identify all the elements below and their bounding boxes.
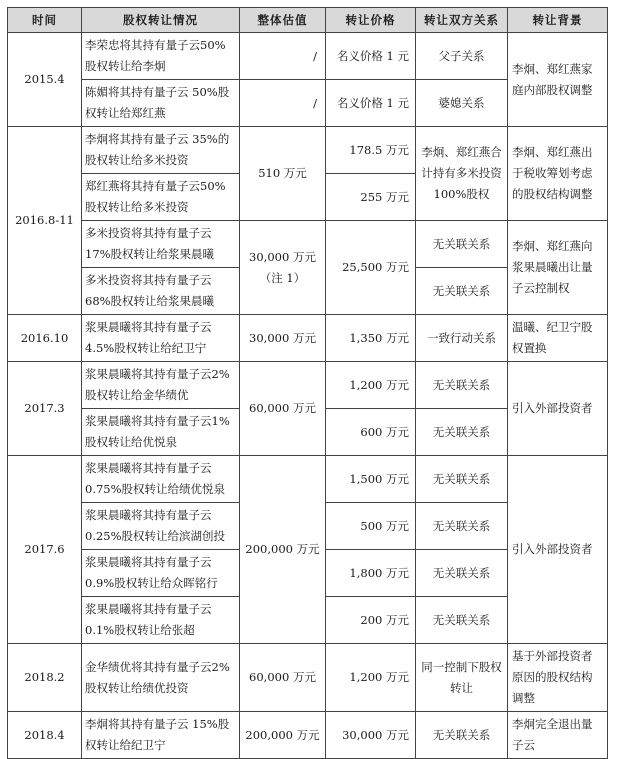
cell-price: 1,500 万元 [326,456,416,503]
cell-desc: 多米投资将其持有量子云17%股权转让给浆果晨曦 [82,221,240,268]
cell-background: 引入外部投资者 [508,456,608,644]
cell-price: 200 万元 [326,597,416,644]
cell-relation: 无关联关系 [416,409,508,456]
header-time: 时间 [8,8,82,33]
cell-time: 2016.10 [8,315,82,362]
cell-background: 李炯、郑红燕出于税收筹划考虑的股权结构调整 [508,127,608,221]
table-row [8,221,608,268]
cell-price: 1,800 万元 [326,550,416,597]
cell-relation: 婆媳关系 [416,80,508,127]
table-row [8,362,608,409]
cell-price: 30,000 万元 [326,712,416,759]
cell-desc: 浆果晨曦将其持有量子云4.5%股权转让给纪卫宁 [82,315,240,362]
cell-valuation: / [240,80,326,127]
cell-background: 温曦、纪卫宁股权置换 [508,315,608,362]
cell-desc: 浆果晨曦将其持有量子云0.75%股权转让给绩优悦泉 [82,456,240,503]
cell-time: 2017.6 [8,456,82,644]
cell-relation: 李炯、郑红燕合计持有多米投资 100%股权 [416,127,508,221]
cell-desc: 浆果晨曦将其持有量子云0.25%股权转让给滨湖创投 [82,503,240,550]
cell-valuation: 200,000 万元 [240,712,326,759]
cell-desc: 陈媚将其持有量子云 50%股权转让给郑红燕 [82,80,240,127]
cell-relation: 无关联关系 [416,456,508,503]
cell-desc: 李炯将其持有量子云 35%的股权转让给多米投资 [82,127,240,174]
cell-valuation: 510 万元 [240,127,326,221]
cell-desc: 浆果晨曦将其持有量子云2%股权转让给金华绩优 [82,362,240,409]
cell-desc: 浆果晨曦将其持有量子云0.1%股权转让给张超 [82,597,240,644]
cell-valuation: 30,000 万元 [240,315,326,362]
cell-desc: 金华绩优将其持有量子云2%股权转让给绩优投资 [82,644,240,712]
cell-relation: 无关联关系 [416,550,508,597]
cell-background: 李炯完全退出量子云 [508,712,608,759]
table-row [8,456,608,503]
cell-price: 500 万元 [326,503,416,550]
header-row [8,8,608,33]
table-row [8,315,608,362]
cell-relation: 无关联关系 [416,712,508,759]
cell-desc: 李炯将其持有量子云 15%股权转让给纪卫宁 [82,712,240,759]
cell-valuation: 30,000 万元（注 1） [240,221,326,315]
cell-price: 255 万元 [326,174,416,221]
cell-price: 1,350 万元 [326,315,416,362]
cell-relation: 一致行动关系 [416,315,508,362]
cell-relation: 无关联关系 [416,221,508,268]
cell-relation: 无关联关系 [416,362,508,409]
equity-transfer-table [7,7,608,759]
cell-background: 引入外部投资者 [508,362,608,456]
cell-desc: 多米投资将其持有量子云68%股权转让给浆果晨曦 [82,268,240,315]
table-row [8,712,608,759]
cell-background: 李炯、郑红燕家庭内部股权调整 [508,33,608,127]
cell-desc: 郑红燕将其持有量子云50%股权转让给多米投资 [82,174,240,221]
cell-price: 名义价格 1 元 [326,80,416,127]
cell-background: 李炯、郑红燕向浆果晨曦出让量子云控制权 [508,221,608,315]
equity-transfer-table-container [7,7,608,759]
cell-relation: 无关联关系 [416,503,508,550]
header-transfer-detail: 股权转让情况 [82,8,240,33]
cell-time: 2015.4 [8,33,82,127]
cell-valuation: 60,000 万元 [240,362,326,456]
cell-time: 2018.4 [8,712,82,759]
header-price: 转让价格 [326,8,416,33]
header-valuation: 整体估值 [240,8,326,33]
header-background: 转让背景 [508,8,608,33]
cell-price: 1,200 万元 [326,644,416,712]
cell-desc: 浆果晨曦将其持有量子云0.9%股权转让给众晖铭行 [82,550,240,597]
cell-background: 基于外部投资者原因的股权结构调整 [508,644,608,712]
cell-relation: 无关联关系 [416,268,508,315]
cell-time: 2018.2 [8,644,82,712]
cell-price: 1,200 万元 [326,362,416,409]
cell-relation: 同一控制下股权转让 [416,644,508,712]
cell-time: 2017.3 [8,362,82,456]
cell-desc: 李荣忠将其持有量子云50%股权转让给李炯 [82,33,240,80]
cell-time: 2016.8-11 [8,127,82,315]
cell-relation: 父子关系 [416,33,508,80]
header-relation: 转让双方关系 [416,8,508,33]
cell-valuation: 200,000 万元 [240,456,326,644]
table-row [8,33,608,80]
table-row [8,127,608,174]
cell-price: 25,500 万元 [326,221,416,315]
cell-valuation: / [240,33,326,80]
table-row [8,644,608,712]
cell-valuation: 60,000 万元 [240,644,326,712]
cell-price: 600 万元 [326,409,416,456]
cell-price: 名义价格 1 元 [326,33,416,80]
cell-price: 178.5 万元 [326,127,416,174]
cell-relation: 无关联关系 [416,597,508,644]
cell-desc: 浆果晨曦将其持有量子云1%股权转让给优悦泉 [82,409,240,456]
